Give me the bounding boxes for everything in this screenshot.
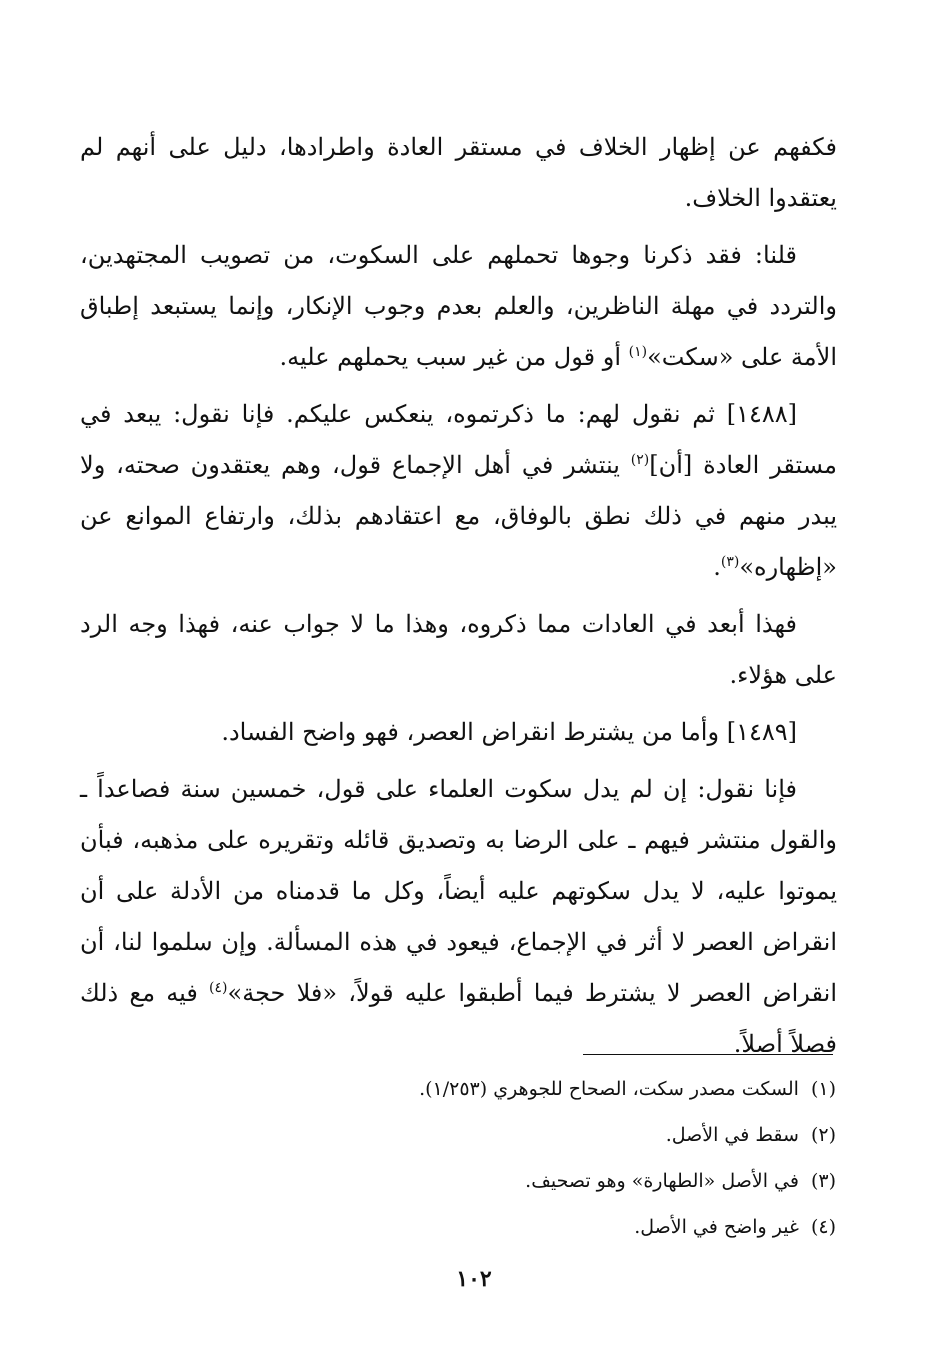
paragraph-2-text-a: قلنا: فقد ذكرنا وجوها تحملهم على السكوت، من تصويب المجتهدين، والتردد في مهلة الناظرين، والعلم بعدم وجوب الإنكار، وإنما يستبعد إطباق الأمة على «سكت» — [80, 241, 837, 371]
footnote-text: السكت مصدر سكت، الصحاح للجوهري (١/٢٥٣). — [419, 1078, 799, 1100]
paragraph-3-text-a: [١٤٨٨] ثم نقول لهم: ما ذكرتموه، ينعكس عليكم. فإنا نقول: يبعد في مستقر العادة [أن] — [80, 400, 837, 479]
paragraph-1 — [80, 122, 837, 224]
footnote-number: (٤) — [810, 1216, 836, 1238]
paragraph-3 — [80, 389, 837, 593]
paragraph-4 — [80, 599, 837, 701]
footnote-ref-2[interactable]: (٢) — [630, 452, 650, 468]
footnote-separator — [583, 1054, 833, 1055]
footnote-ref-4[interactable]: (٤) — [209, 980, 228, 996]
footnote-text: سقط في الأصل. — [665, 1124, 799, 1146]
paragraph-3-text-c: . — [713, 553, 721, 581]
paragraph-2-text-b: أو قول من غير سبب يحملهم عليه. — [279, 343, 629, 371]
footnotes — [136, 1066, 836, 1250]
footnote-1 — [136, 1066, 836, 1112]
page-number: ١٠٢ — [456, 1266, 492, 1292]
footnote-number: (١) — [810, 1078, 836, 1100]
paragraph-6 — [80, 764, 837, 1070]
footnote-4 — [136, 1204, 836, 1250]
footnote-number: (٢) — [810, 1124, 836, 1146]
footnote-text: غير واضح في الأصل. — [634, 1216, 799, 1238]
footnote-number: (٣) — [810, 1170, 836, 1192]
footnote-ref-3[interactable]: (٣) — [720, 554, 740, 570]
paragraph-2 — [80, 230, 837, 383]
paragraph-3-text-b: ينتشر في أهل الإجماع قول، وهم يعتقدون صحته، ولا يبدر منهم في ذلك نطق بالوفاق، مع اعتقادهم بذلك، وارتفاع الموانع عن «إظهاره» — [80, 451, 837, 581]
paragraph-4-text: فهذا أبعد في العادات مما ذكروه، وهذا ما لا جواب عنه، فهذا وجه الرد على هؤلاء. — [80, 610, 837, 689]
paragraph-6-text-a: فإنا نقول: إن لم يدل سكوت العلماء على قول، خمسين سنة فصاعداً ـ والقول منتشر فيهم ـ على الرضا به وتصديق قائله وتقريره على مذهبه، فبأن يموتوا عليه، لا يدل سكوتهم عليه أيضاً، وكل ما قدمناه من الأدلة على أن انقراض العصر لا أثر في الإجماع، فيعود في هذه المسألة. وإن سلموا لنا، أن انقراض العصر لا يشترط فيما أطبقوا عليه قولاً، «فلا حجة» — [80, 775, 837, 1007]
footnote-text: في الأصل «الطهارة» وهو تصحيف. — [525, 1170, 799, 1192]
paragraph-1-text: فكفهم عن إظهار الخلاف في مستقر العادة واطرادها، دليل على أنهم لم يعتقدوا الخلاف. — [80, 133, 837, 212]
footnote-2 — [136, 1112, 836, 1158]
paragraph-6-text-b: فيه مع ذلك فصلاً أصلاً. — [80, 979, 837, 1058]
main-text — [80, 122, 837, 1076]
footnote-3 — [136, 1158, 836, 1204]
footnote-ref-1[interactable]: (١) — [628, 344, 648, 360]
paragraph-5-text: [١٤٨٩] وأما من يشترط انقراض العصر، فهو واضح الفساد. — [221, 718, 797, 746]
paragraph-5 — [80, 707, 837, 758]
